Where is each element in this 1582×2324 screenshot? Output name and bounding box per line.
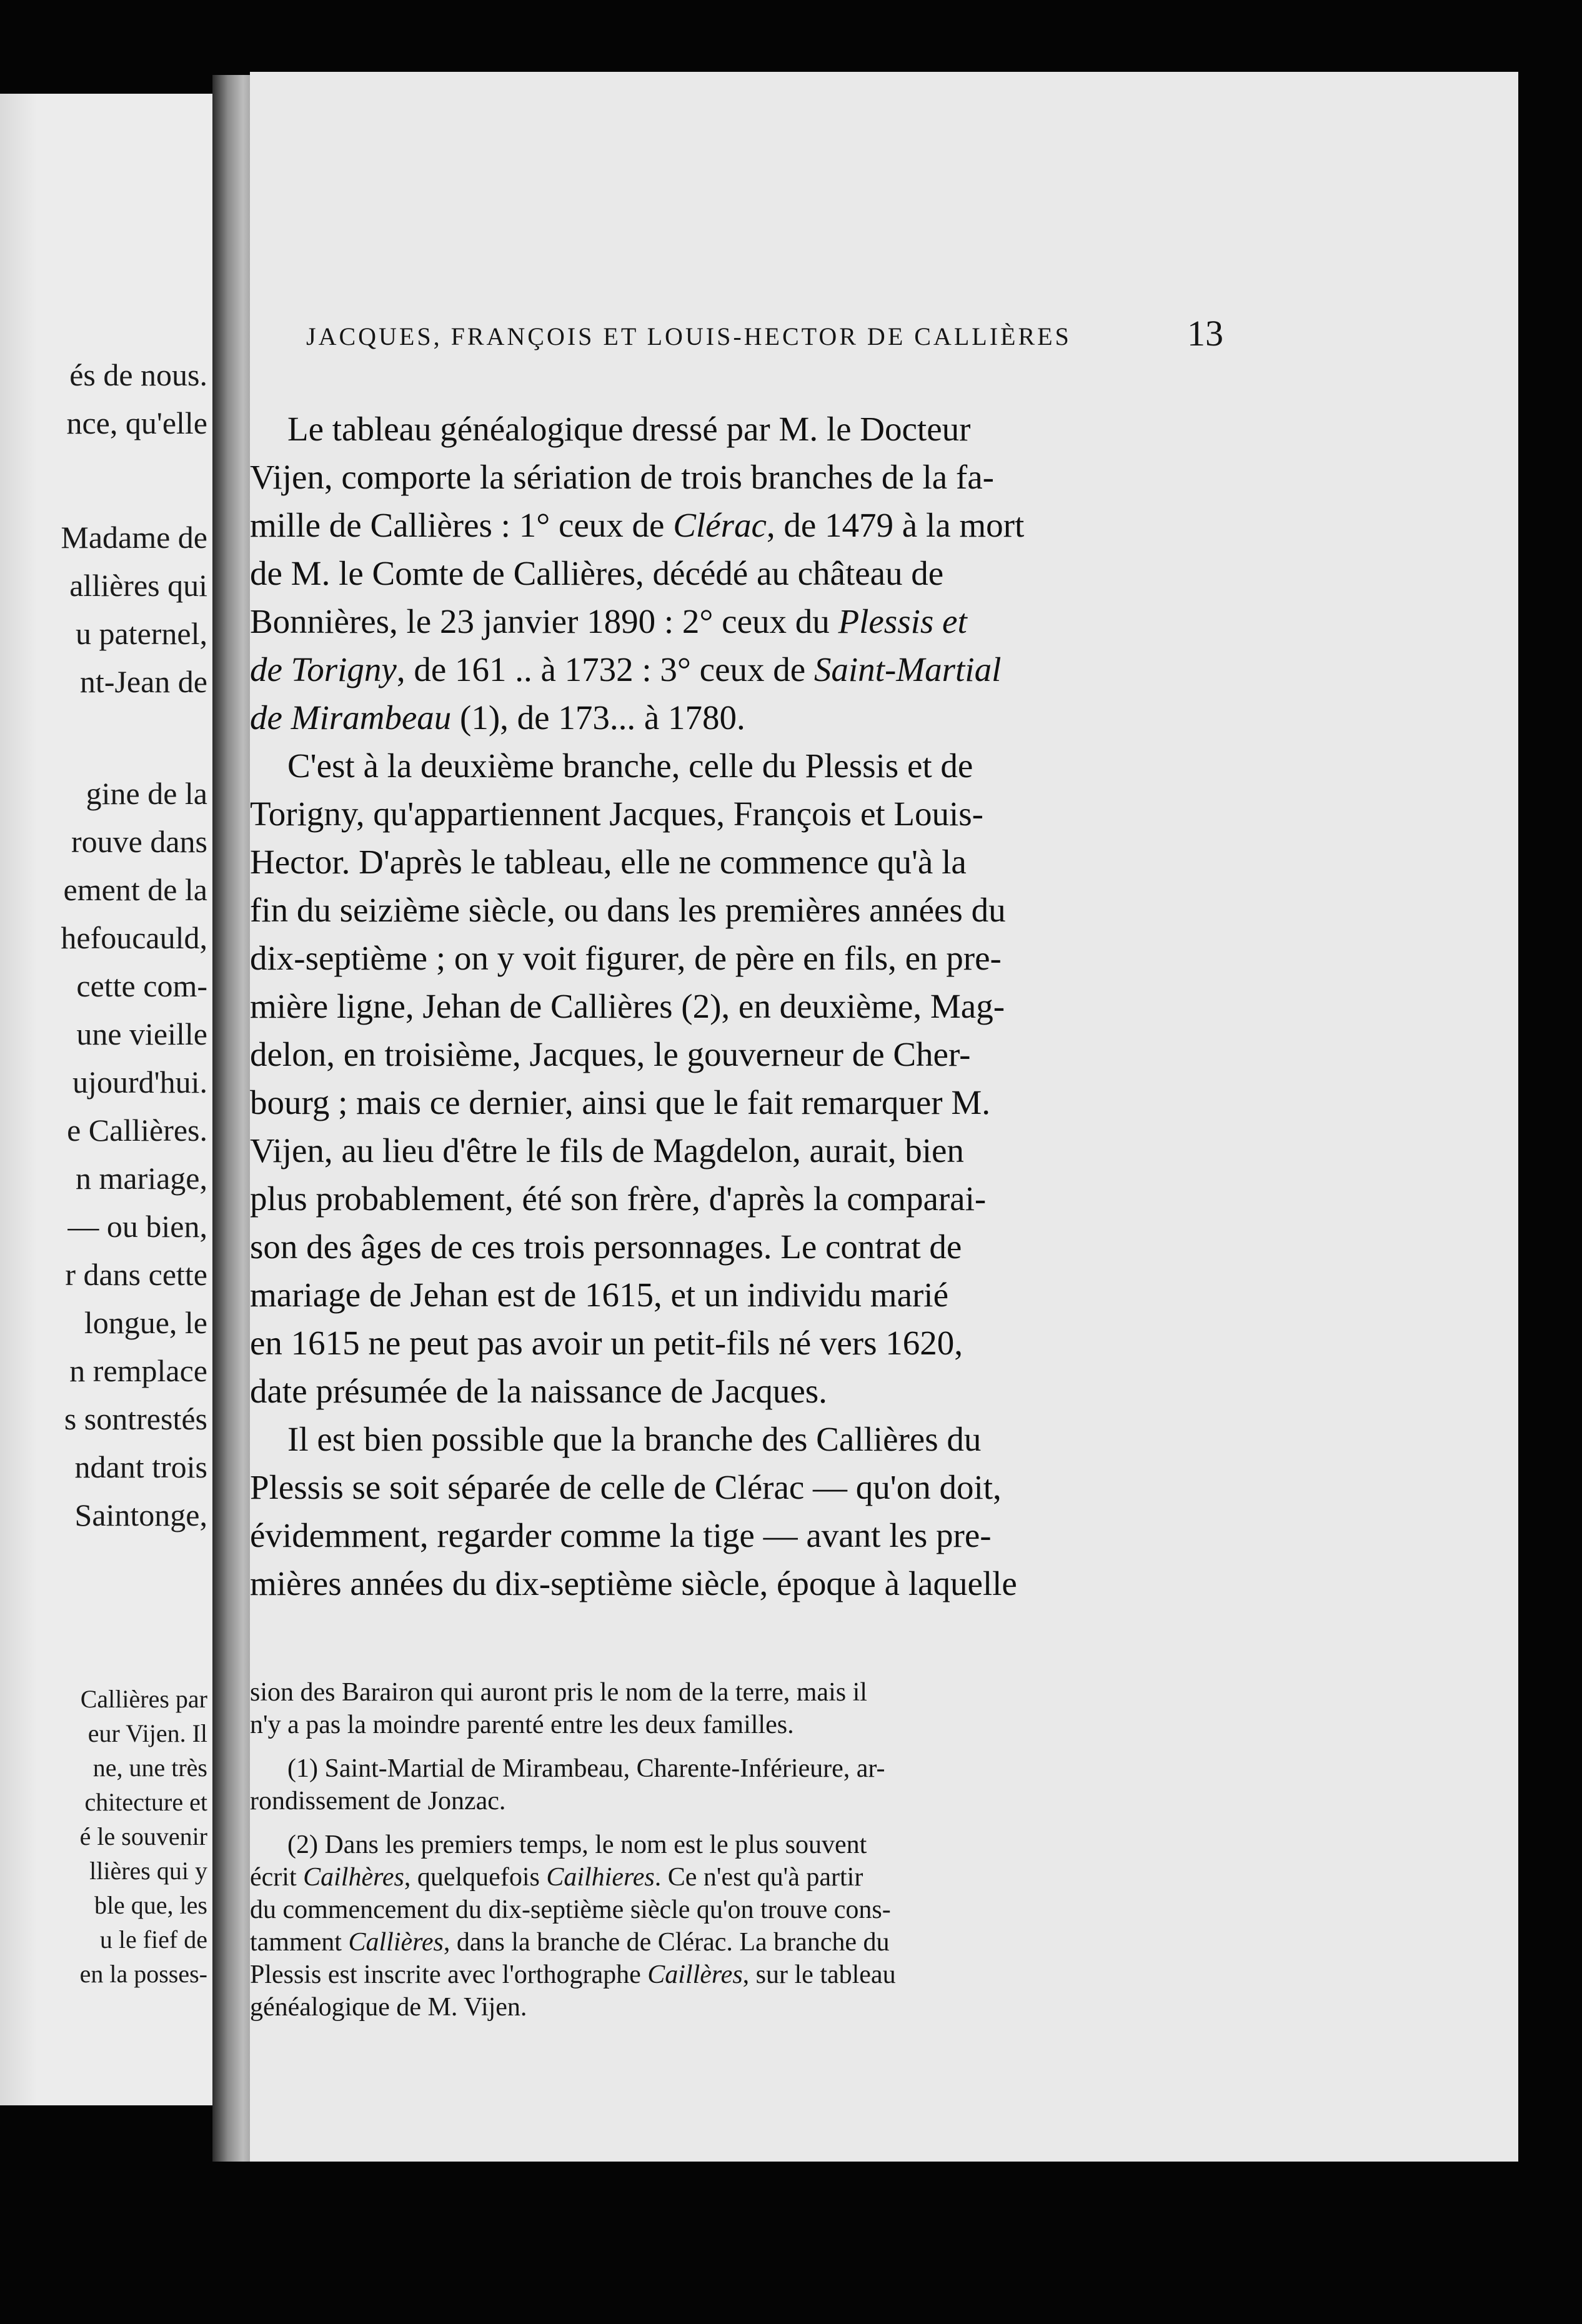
left-body-line: n remplace [69, 1353, 207, 1388]
right-page [250, 72, 1518, 2258]
footnote-line: sion des Barairon qui auront pris le nom de la terre, mais il [250, 1678, 867, 1707]
left-body-line: hefoucauld, [61, 920, 207, 955]
left-body-line: e Callières. [67, 1113, 207, 1148]
body-line: mariage de Jehan est de 1615, et un individu marié [250, 1276, 948, 1314]
body-line: mières années du dix-septième siècle, époque à laquelle [250, 1564, 1017, 1602]
body-line: Torigny, qu'appartiennent Jacques, François et Louis- [250, 795, 983, 833]
left-body-line: allières qui [69, 568, 207, 603]
left-page-shadow [0, 94, 37, 2105]
left-footnote-line: chitecture et [84, 1788, 207, 1816]
body-line: Le tableau généalogique dressé par M. le Docteur [287, 410, 971, 448]
left-body-line: és de nous. [69, 357, 207, 392]
footnote-line: n'y a pas la moindre parenté entre les deux familles. [250, 1711, 794, 1739]
left-body-line: s sontrestés [64, 1401, 207, 1436]
left-footnote-line: u le fief de [99, 1925, 207, 1954]
left-body-line: ndant trois [74, 1449, 207, 1484]
body-line: en 1615 ne peut pas avoir un petit-fils né vers 1620, [250, 1324, 963, 1362]
left-body-line: Saintonge, [74, 1497, 207, 1532]
left-footnote-line: en la posses- [79, 1960, 207, 1988]
left-body-line: une vieille [76, 1016, 207, 1051]
left-body-line: — ou bien, [67, 1209, 207, 1244]
scan-background [0, 2162, 1582, 2324]
body-line: plus probablement, été son frère, d'après la comparai- [250, 1179, 987, 1218]
body-line: mière ligne, Jehan de Callières (2), en deuxième, Mag- [250, 987, 1005, 1025]
body-line: de Torigny, de 161 .. à 1732 : 3° ceux de Saint-Martial [250, 650, 1002, 688]
footnote-line: Plessis est inscrite avec l'orthographe Caillères, sur le tableau [250, 1960, 896, 1989]
left-footnote-line: é le souvenir [79, 1822, 207, 1850]
body-line: Vijen, au lieu d'être le fils de Magdelon, aurait, bien [250, 1131, 964, 1169]
body-line: de M. le Comte de Callières, décédé au château de [250, 554, 944, 592]
left-body-line: ujourd'hui. [72, 1065, 207, 1100]
footnote-line: (1) Saint-Martial de Mirambeau, Charente-Inférieure, ar- [287, 1754, 885, 1783]
body-line: mille de Callières : 1° ceux de Clérac, de 1479 à la mort [250, 506, 1025, 544]
left-body-line: ement de la [63, 872, 207, 907]
left-body-line: n mariage, [75, 1161, 207, 1196]
footnote-line: tamment Callières, dans la branche de Clérac. La branche du [250, 1928, 890, 1957]
left-body-line: nt-Jean de [79, 664, 207, 699]
left-body-line: gine de la [86, 776, 207, 811]
body-line: C'est à la deuxième branche, celle du Plessis et de [287, 747, 973, 785]
left-body-line: Madame de [61, 520, 207, 555]
body-line: delon, en troisième, Jacques, le gouverneur de Cher- [250, 1035, 971, 1073]
left-body-line: u paternel, [75, 616, 207, 651]
left-body-line: longue, le [84, 1305, 207, 1340]
footnote-line: (2) Dans les premiers temps, le nom est le plus souvent [287, 1830, 867, 1859]
left-body-line: r dans cette [65, 1257, 207, 1292]
body-line: bourg ; mais ce dernier, ainsi que le fait remarquer M. [250, 1083, 990, 1121]
footnote-line: généalogique de M. Vijen. [250, 1993, 527, 2022]
left-body-line: rouve dans [71, 824, 207, 859]
body-line: évidemment, regarder comme la tige — avant les pre- [250, 1516, 992, 1554]
left-body-line: cette com- [76, 968, 207, 1003]
left-footnote-line: llières qui y [89, 1857, 207, 1885]
left-footnote-line: eur Vijen. Il [87, 1719, 207, 1747]
footnote-line: du commencement du dix-septième siècle qu'on trouve cons- [250, 1895, 891, 1924]
body-line: dix-septième ; on y voit figurer, de père en fils, en pre- [250, 939, 1002, 977]
footnote-line: écrit Cailhères, quelquefois Cailhieres. Ce n'est qu'à partir [250, 1863, 863, 1892]
body-line: Hector. D'après le tableau, elle ne commence qu'à la [250, 843, 967, 881]
left-footnote-line: ble que, les [94, 1891, 207, 1919]
left-page [0, 94, 212, 2105]
body-line: son des âges de ces trois personnages. Le contrat de [250, 1228, 962, 1266]
body-line: Bonnières, le 23 janvier 1890 : 2° ceux du Plessis et [250, 602, 967, 640]
page-number: 13 [1187, 313, 1223, 354]
running-header: JACQUES, FRANÇOIS ET LOUIS-HECTOR DE CALLIÈRES [306, 322, 1072, 350]
body-line: Plessis se soit séparée de celle de Clérac — qu'on doit, [250, 1468, 1002, 1506]
body-line: fin du seizième siècle, ou dans les premières années du [250, 891, 1006, 929]
body-line: Vijen, comporte la sériation de trois branches de la fa- [250, 458, 994, 496]
body-line: date présumée de la naissance de Jacques. [250, 1372, 827, 1410]
left-footnote-line: ne, une très [92, 1754, 207, 1782]
left-footnote-line: Callières par [80, 1685, 207, 1713]
body-line: de Mirambeau (1), de 173... à 1780. [250, 698, 745, 737]
left-body-line: nce, qu'elle [66, 405, 207, 440]
footnote-line: rondissement de Jonzac. [250, 1787, 506, 1815]
body-line: Il est bien possible que la branche des Callières du [287, 1420, 982, 1458]
